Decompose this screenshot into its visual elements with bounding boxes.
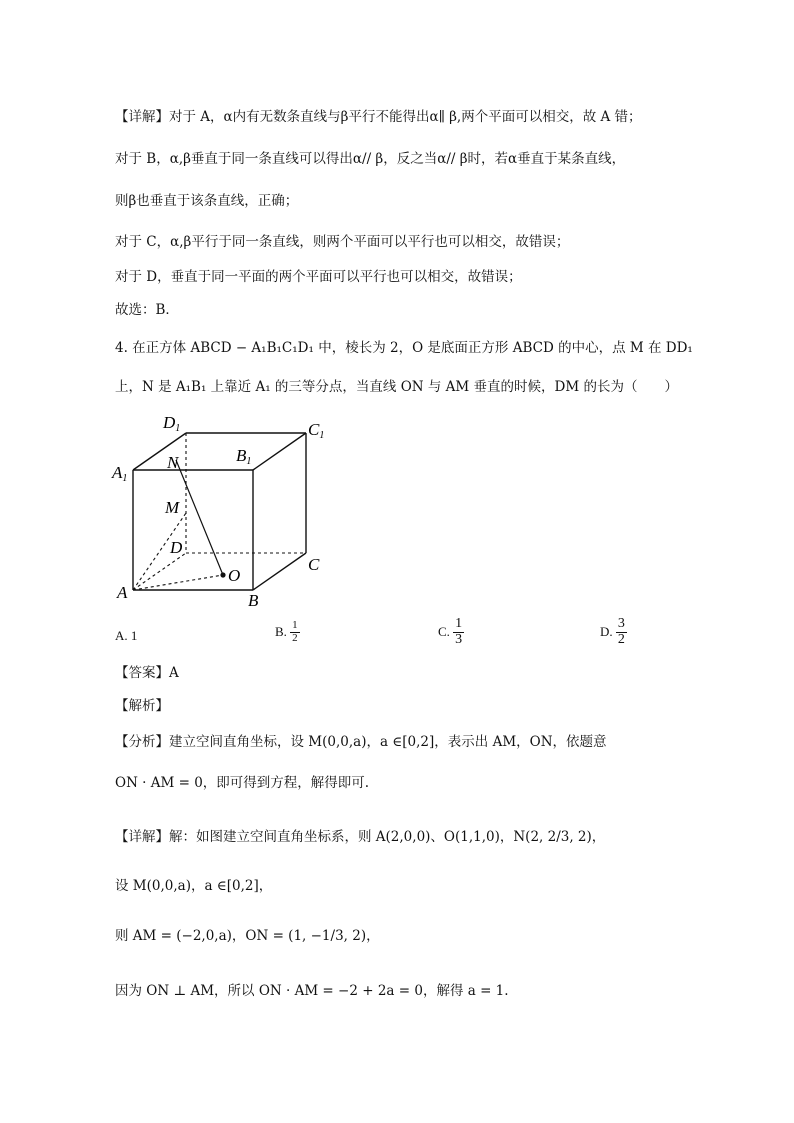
- edge-a-d: [133, 553, 186, 590]
- detail-line-4: 因为 ON ⊥ AM，所以 ON · AM = −2 + 2a = 0，解得 a = 1.: [115, 983, 509, 999]
- q3-detail-line-1: 【详解】对于 A，α内有无数条直线与β平行不能得出α∥ β,两个平面可以相交，故 A 错；: [115, 109, 642, 125]
- q3-detail-line-6: 故选：B．: [115, 302, 179, 318]
- label-d: D: [170, 538, 183, 557]
- detail-line-1: 【详解】解：如图建立空间直角坐标系，则 A(2,0,0)、O(1,1,0)，N(2, 2/3, 2)，: [115, 829, 606, 845]
- option-b-label: B.: [275, 624, 287, 640]
- q4-stem-line-1: 4. 在正方体 ABCD − A₁B₁C₁D₁ 中，棱长为 2，O 是底面正方形 ABCD 的中心，点 M 在 DD₁: [115, 340, 693, 356]
- edge-b-c: [253, 553, 306, 590]
- label-a1: A1: [112, 463, 128, 484]
- cube-figure: [108, 405, 338, 610]
- q3-detail-line-4: 对于 C，α,β平行于同一条直线，则两个平面可以平行也可以相交，故错误；: [115, 234, 570, 250]
- option-b: [275, 620, 300, 644]
- analysis-line-2: ON · AM = 0，即可得到方程，解得即可.: [115, 775, 370, 791]
- option-a: [115, 628, 137, 644]
- label-d1: D1: [163, 413, 181, 434]
- label-a: A: [117, 583, 128, 602]
- segment-n-o: [176, 460, 223, 575]
- label-m: M: [165, 498, 180, 517]
- label-b: B: [248, 591, 259, 610]
- option-c-label: C.: [438, 624, 450, 640]
- segment-a-o: [133, 575, 223, 590]
- answer: 【答案】A: [115, 665, 179, 681]
- label-n: N: [167, 453, 179, 472]
- label-c: C: [308, 555, 320, 574]
- option-c: [438, 617, 464, 647]
- q3-detail-line-3: 则β也垂直于该条直线，正确；: [115, 193, 299, 209]
- detail-line-3: 则 AM = (−2,0,a)，ON = (1, −1/3, 2)，: [115, 928, 380, 944]
- label-c1: C1: [308, 420, 325, 441]
- option-c-fraction: $\frac{1}{3}$: [455, 616, 463, 647]
- q4-stem-line-2: 上，N 是 A₁B₁ 上靠近 A₁ 的三等分点，当直线 ON 与 AM 垂直的时候，DM 的长为（ ）: [115, 379, 678, 395]
- option-d-fraction: $\frac{3}{2}$: [617, 616, 625, 647]
- option-d: [600, 617, 627, 647]
- analysis-line-1: 【分析】建立空间直角坐标，设 M(0,0,a)，a ∈[0,2]，表示出 AM，ON，依题意: [115, 734, 607, 750]
- edge-b1-c1: [253, 433, 306, 470]
- option-b-fraction: $\frac{1}{2}$: [292, 619, 298, 644]
- option-a-label: A.: [115, 628, 128, 643]
- analysis-title: 【解析】: [115, 698, 169, 714]
- label-b1: B1: [236, 446, 252, 467]
- option-d-label: D.: [600, 624, 613, 640]
- q3-detail-line-5: 对于 D，垂直于同一平面的两个平面可以平行也可以相交，故错误；: [115, 269, 522, 285]
- point-o: [220, 572, 225, 577]
- detail-line-2: 设 M(0,0,a)，a ∈[0,2]，: [115, 878, 273, 894]
- label-o: O: [228, 566, 241, 585]
- option-a-value: 1: [130, 628, 138, 643]
- q3-detail-line-2: 对于 B，α,β垂直于同一条直线可以得出α// β，反之当α// β时，若α垂直于某条直线，: [115, 151, 626, 167]
